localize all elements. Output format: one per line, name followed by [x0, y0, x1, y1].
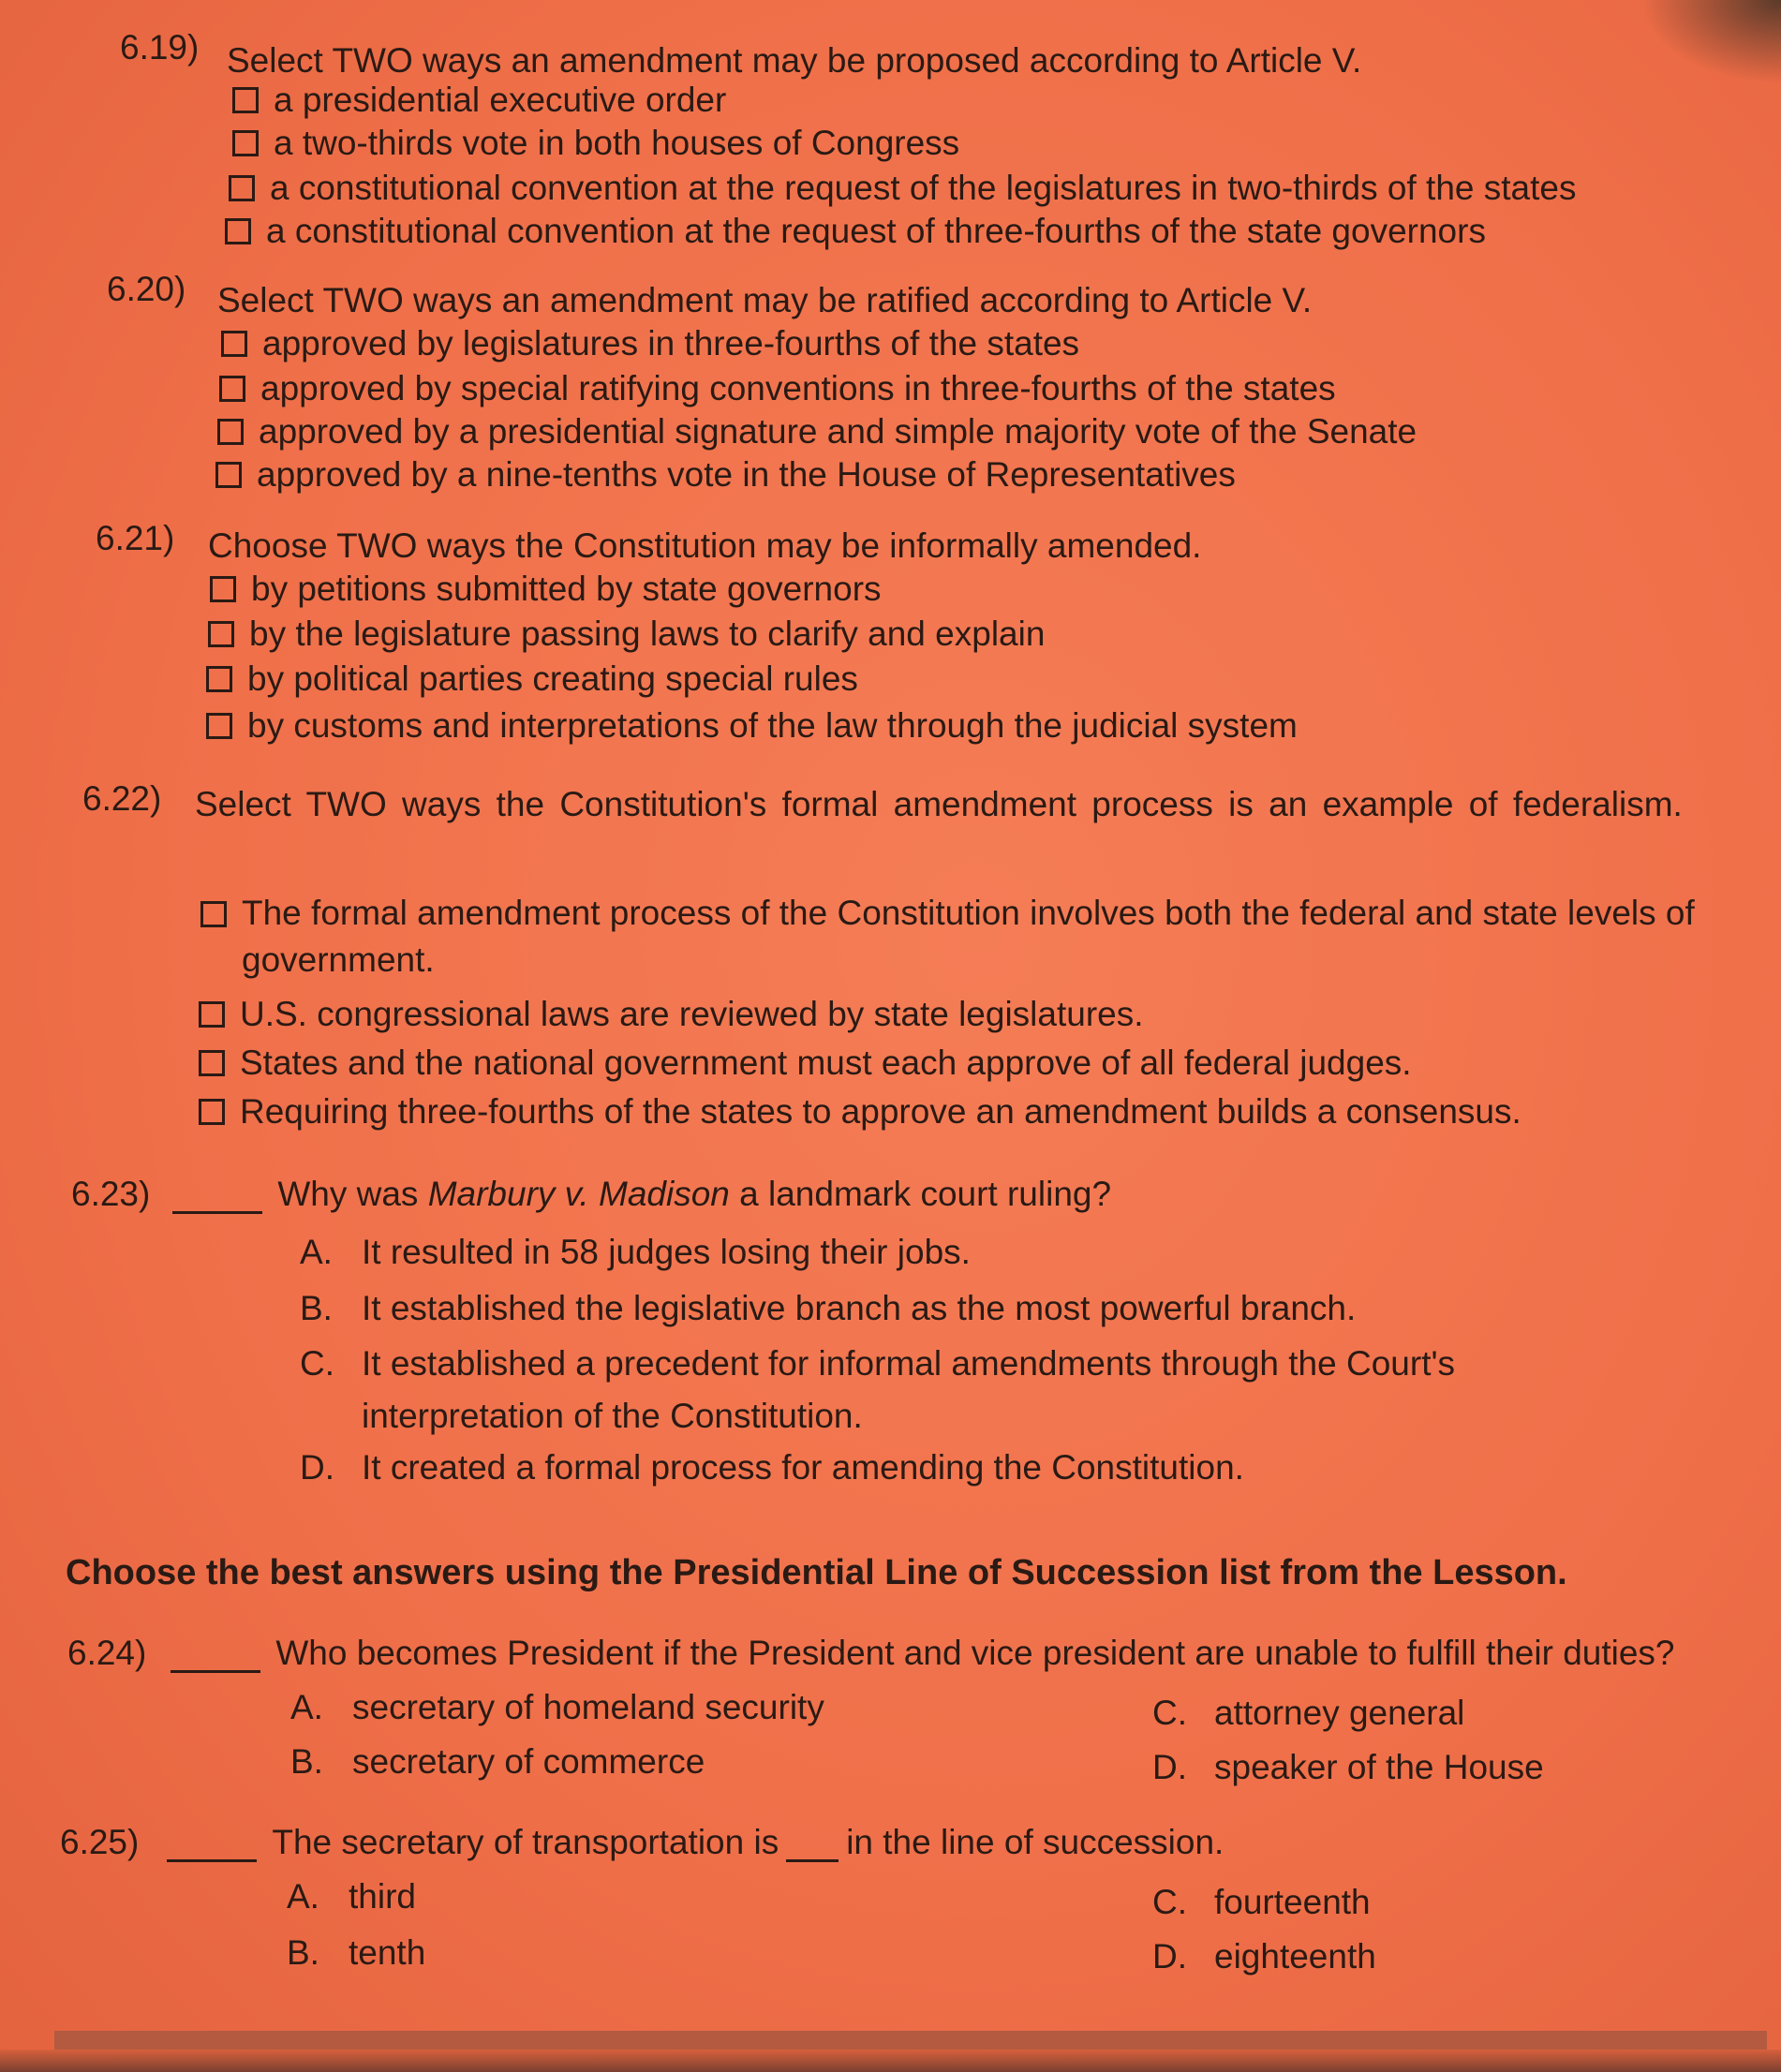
checkbox-option[interactable]: by customs and interpretations of the law through the judicial system — [206, 706, 1298, 746]
choice-option[interactable]: C. attorney general — [1152, 1694, 1465, 1732]
checkbox-option[interactable]: The formal amendment process of the Constitution involves both the federal and state levels of government. — [200, 890, 1699, 984]
choice-option[interactable]: B. secretary of commerce — [290, 1742, 705, 1781]
answer-blank[interactable] — [172, 1179, 262, 1214]
choice-option[interactable]: B. It established the legislative branch as the most powerful branch. — [300, 1289, 1357, 1327]
checkbox[interactable] — [199, 1050, 225, 1076]
question-prompt: Select TWO ways an amendment may be proposed according to Article V. — [227, 41, 1362, 80]
checkbox[interactable] — [221, 331, 247, 357]
checkbox[interactable] — [200, 901, 227, 927]
question-number: 6.22) — [82, 779, 162, 818]
question-line: 6.24) Who becomes President if the President and vice president are unable to fulfill their duties? — [67, 1634, 1675, 1672]
checkbox-option[interactable]: a constitutional convention at the request of the legislatures in two-thirds of the states — [229, 169, 1576, 208]
checkbox-option[interactable]: approved by a nine-tenths vote in the House of Representatives — [215, 455, 1236, 495]
question-number: 6.24) — [67, 1634, 147, 1672]
checkbox-option[interactable]: U.S. congressional laws are reviewed by state legislatures. — [199, 995, 1144, 1034]
section-heading: Choose the best answers using the Presidential Line of Succession list from the Lesson. — [66, 1553, 1567, 1592]
choice-option[interactable]: D. speaker of the House — [1152, 1748, 1544, 1786]
checkbox-option[interactable]: by political parties creating special rules — [206, 659, 858, 699]
checkbox[interactable] — [215, 462, 242, 488]
checkbox-option[interactable]: by petitions submitted by state governors — [210, 570, 882, 609]
question-number: 6.23) — [71, 1175, 151, 1213]
answer-blank[interactable] — [167, 1828, 257, 1862]
choice-option[interactable]: D. It created a formal process for amending the Constitution. — [300, 1448, 1244, 1487]
choice-option[interactable]: B. tenth — [287, 1933, 426, 1972]
checkbox[interactable] — [217, 419, 244, 445]
choice-option[interactable]: C. It established a precedent for informal amendments through the Court's interpretation of the Constitution. — [300, 1344, 1456, 1435]
checkbox[interactable] — [208, 621, 234, 647]
choice-option[interactable]: A. It resulted in 58 judges losing their jobs. — [300, 1233, 971, 1271]
question-line: 6.23) Why was Marbury v. Madison a landmark court ruling? — [71, 1175, 1112, 1213]
checkbox[interactable] — [232, 87, 259, 113]
checkbox-option[interactable]: by the legislature passing laws to clarify and explain — [208, 614, 1045, 654]
inline-blank[interactable] — [786, 1828, 839, 1862]
question-prompt: Select TWO ways an amendment may be ratified according to Article V. — [217, 281, 1313, 319]
checkbox-option[interactable]: approved by special ratifying conventions in three-fourths of the states — [219, 369, 1336, 408]
answer-blank[interactable] — [171, 1638, 260, 1673]
choice-option[interactable]: A. third — [287, 1877, 416, 1916]
bottom-shadow — [0, 2050, 1781, 2072]
corner-shadow — [1640, 0, 1781, 84]
checkbox-option[interactable]: States and the national government must each approve of all federal judges. — [199, 1043, 1412, 1083]
checkbox-option[interactable]: Requiring three-fourths of the states to approve an amendment builds a consensus. — [199, 1092, 1521, 1132]
checkbox[interactable] — [219, 376, 245, 402]
checkbox[interactable] — [225, 218, 251, 244]
bottom-rule — [54, 2031, 1767, 2051]
checkbox[interactable] — [199, 1001, 225, 1028]
choice-option[interactable]: D. eighteenth — [1152, 1937, 1376, 1976]
choice-option[interactable]: C. fourteenth — [1152, 1883, 1371, 1921]
question-number: 6.19) — [120, 28, 200, 67]
checkbox[interactable] — [232, 130, 259, 156]
checkbox-option[interactable]: a two-thirds vote in both houses of Congress — [232, 124, 959, 163]
question-line: 6.25) The secretary of transportation is in the line of succession. — [60, 1823, 1224, 1861]
checkbox-option[interactable]: approved by legislatures in three-fourths of the states — [221, 324, 1079, 363]
checkbox[interactable] — [206, 666, 232, 692]
checkbox-option[interactable]: a constitutional convention at the request of three-fourths of the state governors — [225, 212, 1486, 251]
checkbox-option[interactable]: a presidential executive order — [232, 81, 726, 120]
checkbox[interactable] — [210, 576, 236, 602]
question-number: 6.20) — [107, 270, 186, 308]
checkbox[interactable] — [199, 1099, 225, 1125]
question-number: 6.25) — [60, 1823, 140, 1861]
choice-option[interactable]: A. secretary of homeland security — [290, 1688, 824, 1726]
question-prompt: Choose TWO ways the Constitution may be informally amended. — [208, 526, 1202, 565]
checkbox-option[interactable]: approved by a presidential signature and simple majority vote of the Senate — [217, 412, 1417, 451]
question-prompt: Select TWO ways the Constitution's formal amendment process is an example of federalism. — [195, 785, 1683, 823]
checkbox[interactable] — [229, 175, 255, 201]
checkbox[interactable] — [206, 713, 232, 739]
question-number: 6.21) — [96, 519, 175, 557]
case-name: Marbury v. Madison — [427, 1175, 730, 1213]
